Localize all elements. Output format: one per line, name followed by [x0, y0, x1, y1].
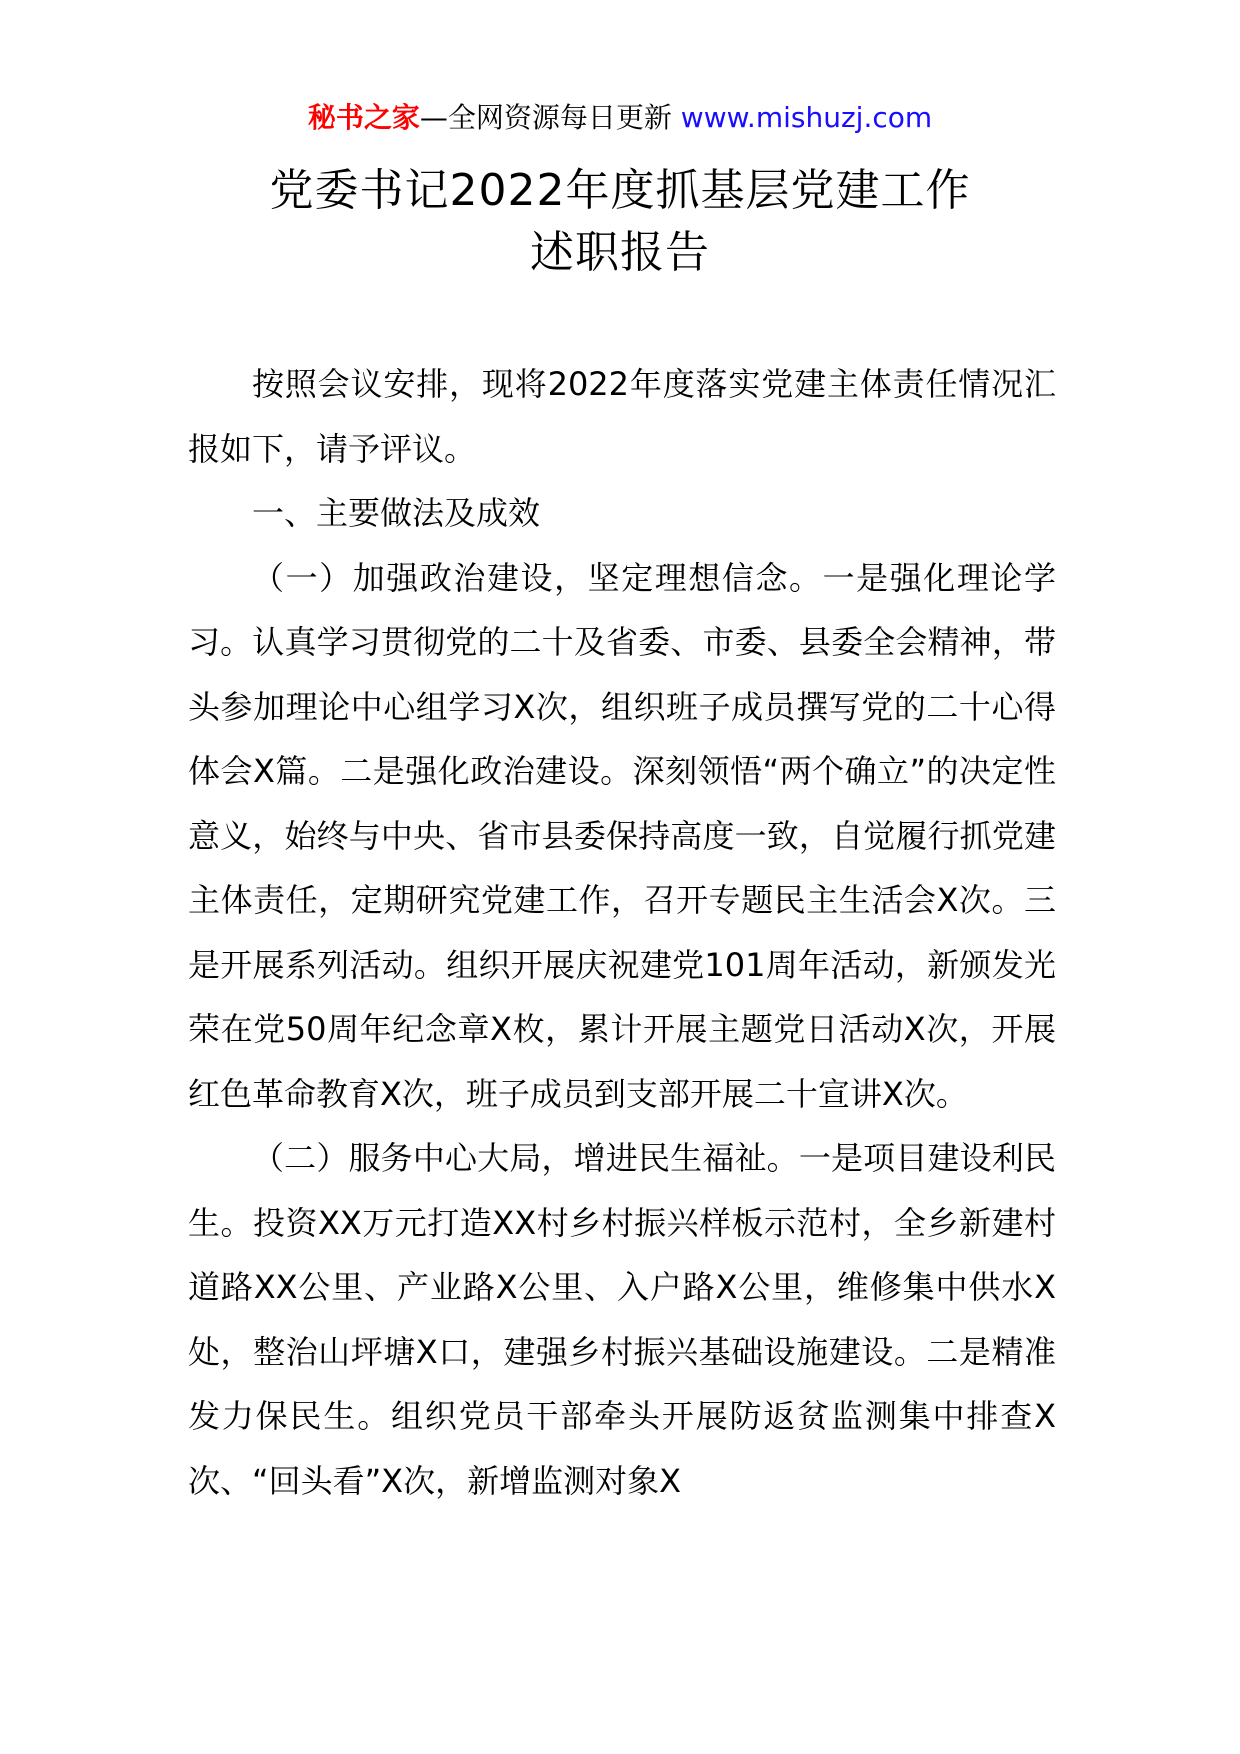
site-url[interactable]: www.mishuzj.com — [680, 101, 933, 134]
paragraph-livelihood: （二）服务中心大局，增进民生福祉。一是项目建设利民生。投资XX万元打造XX村乡村振兴样板示范村，全乡新建村道路XX公里、产业路X公里、入户路X公里，维修集中供水X处，整治山坪塘X口，建强乡村振兴基础设施建设。二是精准发力保民生。组织党员干部牵头开展防返贫监测集中排查X次、“回头看”X次，新增监测对象X — [188, 1139, 1056, 1500]
title-line-1: 党委书记2022年度抓基层党建工作 — [269, 165, 971, 216]
section-heading: 一、主要做法及成效 — [252, 494, 541, 532]
title-line-2: 述职报告 — [530, 227, 710, 278]
paragraph-political-building: （一）加强政治建设，坚定理想信念。一是强化理论学习。认真学习贯彻党的二十及省委、市委、县委全会精神，带头参加理论中心组学习X次，组织班子成员撰写党的二十心得体会X篇。二是强化政治建设。深刻领悟“两个确立”的决定性意义，始终与中央、省市县委保持高度一致，自觉履行抓党建主体责任，定期研究党建工作，召开专题民主生活会X次。三是开展系列活动。组织开展庆祝建党101周年活动，新颁发光荣在党50周年纪念章X枚，累计开展主题党日活动X次，开展红色革命教育X次，班子成员到支部开展二十宣讲X次。 — [188, 558, 1056, 1113]
document-title — [0, 160, 1240, 284]
site-slogan: —全网资源每日更新 — [419, 101, 672, 134]
site-brand: 秘书之家 — [307, 101, 420, 134]
site-header — [0, 98, 1240, 138]
intro-paragraph: 按照会议安排，现将2022年度落实党建主体责任情况汇报如下，请予评议。 — [188, 365, 1056, 468]
document-body — [188, 352, 1056, 1513]
